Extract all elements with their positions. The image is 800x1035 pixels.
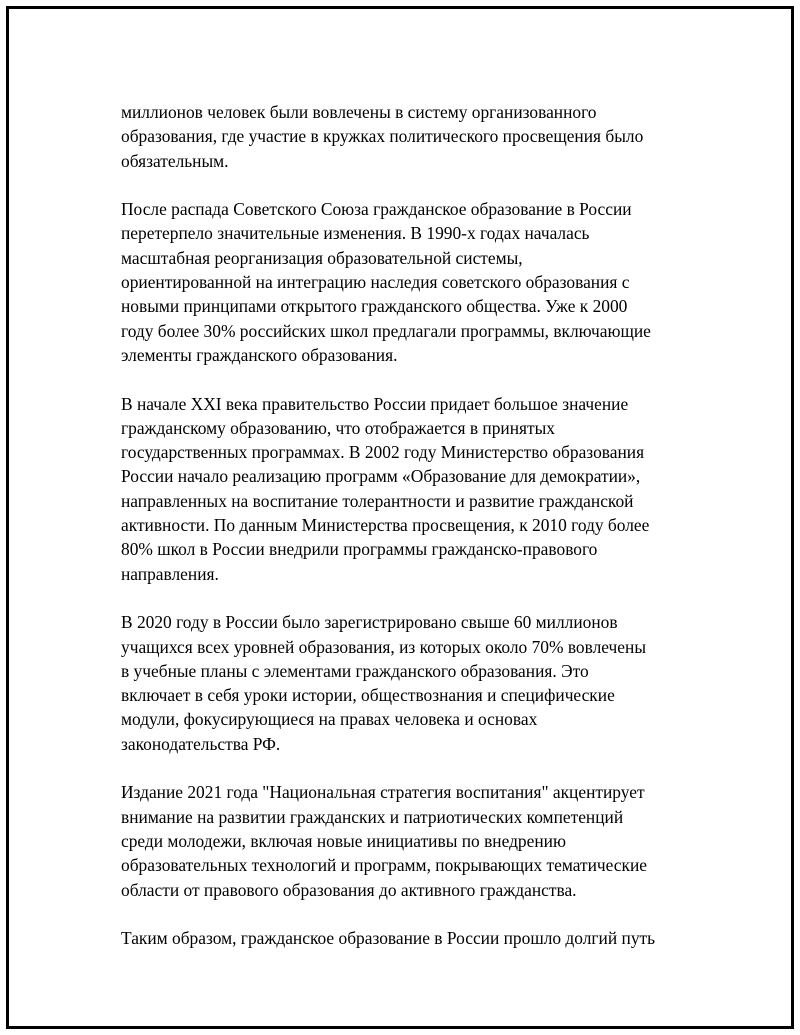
text-line: в учебные планы с элементами гражданского образования. Это xyxy=(121,660,589,681)
paragraph xyxy=(121,610,701,756)
text-line: ориентированной на интеграцию наследия советского образования с xyxy=(121,272,630,293)
paragraph xyxy=(121,780,701,901)
text-line: новыми принципами открытого гражданского общества. Уже к 2000 xyxy=(121,296,628,317)
paragraph xyxy=(121,197,701,367)
text-line: модули, фокусирующиеся на правах человека и основах xyxy=(121,709,538,730)
text-line: направленных на воспитание толерантности и развитие гражданской xyxy=(121,490,634,511)
document-body xyxy=(121,100,701,975)
paragraph xyxy=(121,100,701,173)
text-line: масштабная реорганизация образовательной системы, xyxy=(121,247,523,268)
text-line: направления. xyxy=(121,563,219,584)
text-line: В начале XXI века правительство России придает большое значение xyxy=(121,393,629,414)
text-line: Таким образом, гражданское образование в России прошло долгий путь xyxy=(121,928,656,949)
text-line: образовательных технологий и программ, покрывающих тематические xyxy=(121,855,647,876)
text-line: России начало реализацию программ «Образование для демократии», xyxy=(121,466,641,487)
text-line: году более 30% российских школ предлагали программы, включающие xyxy=(121,320,651,341)
text-line: законодательства РФ. xyxy=(121,733,281,754)
text-line: Издание 2021 года "Национальная стратегия воспитания" акцентирует xyxy=(121,782,645,803)
text-line: области от правового образования до активного гражданства. xyxy=(121,879,577,900)
text-line: перетерпело значительные изменения. В 1990-х годах началась xyxy=(121,223,590,244)
text-line: обязательным. xyxy=(121,150,229,171)
text-line: После распада Советского Союза гражданское образование в России xyxy=(121,199,632,220)
text-line: активности. По данным Министерства просвещения, к 2010 году более xyxy=(121,515,650,536)
text-line: В 2020 году в России было зарегистрировано свыше 60 миллионов xyxy=(121,612,618,633)
paragraph xyxy=(121,392,701,586)
text-line: среди молодежи, включая новые инициативы по внедрению xyxy=(121,830,566,851)
page-frame xyxy=(6,6,794,1029)
text-line: гражданскому образованию, что отображается в принятых xyxy=(121,417,555,438)
paragraph xyxy=(121,926,701,950)
text-line: внимание на развитии гражданских и патриотических компетенций xyxy=(121,806,624,827)
text-line: учащихся всех уровней образования, из которых около 70% вовлечены xyxy=(121,636,647,657)
text-line: государственных программах. В 2002 году Министерство образования xyxy=(121,442,645,463)
text-line: элементы гражданского образования. xyxy=(121,344,398,365)
text-line: 80% школ в России внедрили программы гражданско-правового xyxy=(121,539,598,560)
text-line: образования, где участие в кружках политического просвещения было xyxy=(121,126,644,147)
text-line: миллионов человек были вовлечены в систему организованного xyxy=(121,102,597,122)
text-line: включает в себя уроки истории, обществознания и специфические xyxy=(121,685,615,706)
